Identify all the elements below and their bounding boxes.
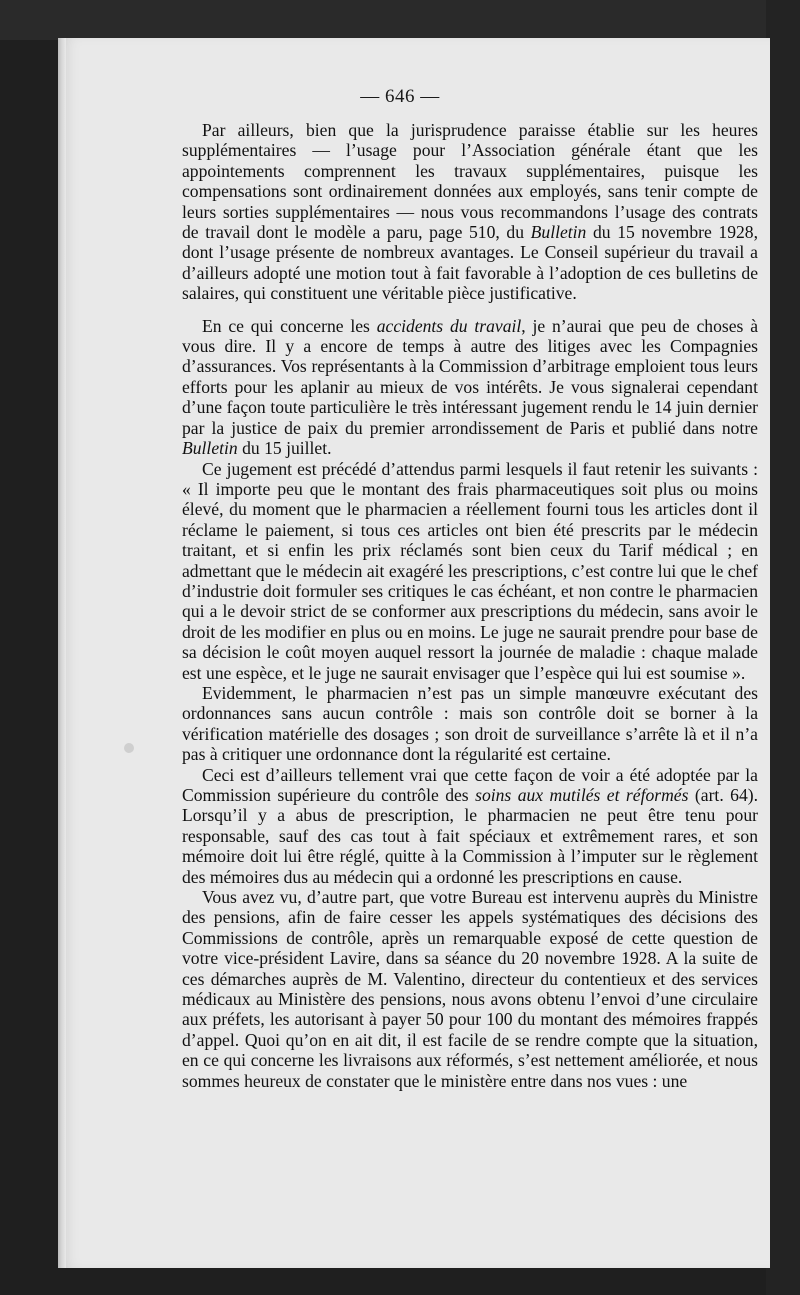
scan-background-right: [766, 0, 800, 1295]
margin-dot-mark: [124, 743, 134, 753]
paragraph-ministry-appeals: Vous avez vu, d’autre part, que votre Bureau est intervenu auprès du Ministre des pensions, afin de faire cesser les appels systématiques des décisions des Commissions de contrôle, après un remarquable exposé de cette question de votre vice-président Lavire, dans sa séance du 20 novembre 1928. A la suite de ces démarches auprès de M. Valentino, directeur du contentieux et des services médicaux au Ministère des pensions, nous avons obtenu l’envoi d’une circulaire aux préfets, les autorisant à payer 50 pour 100 du montant des mémoires frappés d’appel. Quoi qu’on en ait dit, il est facile de se rendre compte que la situation, en ce qui concerne les livraisons aux réformés, s’est nettement améliorée, et nous sommes heureux de constater que le ministère entre dans nos vues : une: [182, 887, 758, 1091]
paper-binding-edge: [58, 38, 66, 1268]
paragraph-judgment-quote: Ce jugement est précédé d’attendus parmi lesquels il faut retenir les suivants : « Il importe peu que le montant des frais pharmaceutiques soit plus ou moins élevé, du moment que le pharmacien a réellement fourni tous les articles dont il réclame le paiement, si tous ces articles ont bien été prescrits par le médecin traitant, et si enfin les prix réclamés sont bien ceux du Tarif médical ; en admettant que le médecin ait exagéré les prescriptions, c’est contre lui que le chef d’industrie doit formuler ses critiques le cas échéant, et non contre le pharmacien qui a le devoir strict de se conformer aux prescriptions du médecin, sans avoir le droit de les modifier en plus ou en moins. Le juge ne saurait prendre pour base de sa décision le coût moyen auquel ressort la journée de maladie : chaque malade est une espèce, et le juge ne saurait envisager que l’espèce qui lui est soumise ».: [182, 458, 758, 683]
paragraph-work-accidents: En ce qui concerne les accidents du travail, je n’aurai que peu de choses à vous dire. Il y a encore de temps à autre des litiges avec les Compagnies d’assurances. Vos représentants à la Commission d’arbitrage emploient tous leurs efforts pour les aplanir au mieux de vos intérêts. Je vous signalerai cependant d’une façon toute particulière le très intéressant jugement rendu le 14 juin dernier par la justice de paix du premier arrondissement de Paris et publié dans notre Bulletin du 15 juillet.: [182, 315, 758, 459]
scan-background-top: [0, 0, 800, 40]
paragraph-commission-view: Ceci est d’ailleurs tellement vrai que cette façon de voir a été adoptée par la Commission supérieure du contrôle des soins aux mutilés et réformés (art. 64). Lorsqu’il y a abus de prescription, le pharmacien ne peut être tenu pour responsable, sauf des cas tout à fait spéciaux et extrêmement rares, et son mémoire doit lui être réglé, quitte à la Commission à l’imputer sur le règlement des mémoires dus au médecin qui a ordonné les prescriptions en cause.: [182, 764, 758, 887]
body-text: [182, 120, 758, 1091]
paragraph-overtime-contracts: Par ailleurs, bien que la jurisprudence paraisse établie sur les heures supplémentaires — l’usage pour l’Association générale étant que les appointements comprennent les travaux supplémentaires, puisque les compensations sont ordinairement données aux employés, sans tenir compte de leurs sorties supplémentaires — nous vous recommandons l’usage des contrats de travail dont le modèle a paru, page 510, du Bulletin du 15 novembre 1928, dont l’usage présente de nombreux avantages. Le Conseil supérieur du travail a d’ailleurs adopté une motion tout à fait favorable à l’adoption de ces bulletins de salaires, qui constituent une véritable pièce justificative.: [182, 120, 758, 304]
paragraph-pharmacist-control: Evidemment, le pharmacien n’est pas un simple manœuvre exécutant des ordonnances sans aucun contrôle : mais son contrôle doit se borner à la vérification matérielle des dosages ; son droit de surveillance s’arrête là et il n’a pas à critiquer une ordonnance dont la régularité est certaine.: [182, 682, 758, 765]
page-number: — 646 —: [360, 86, 440, 107]
